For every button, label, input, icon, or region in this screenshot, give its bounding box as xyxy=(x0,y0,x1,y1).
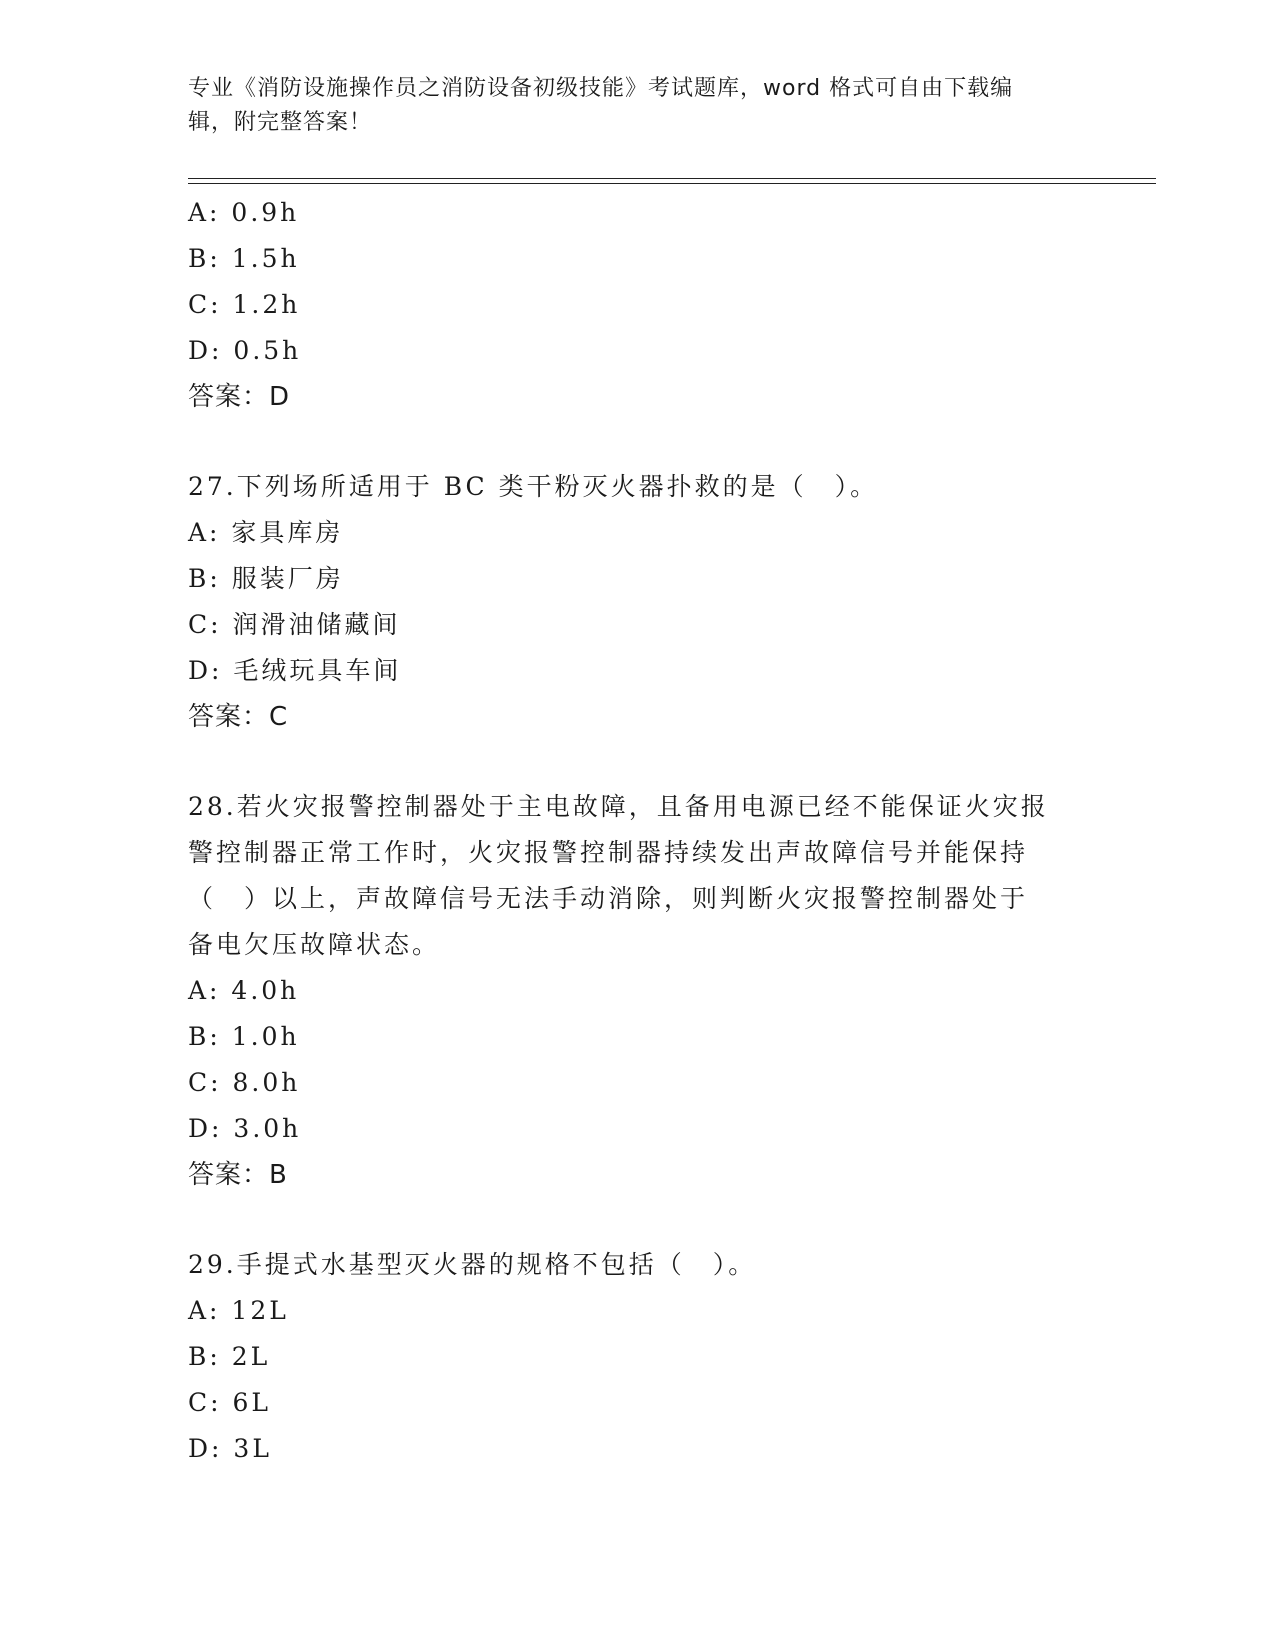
question-list xyxy=(188,190,1088,1472)
option-a: A: 12L xyxy=(188,1296,289,1325)
question-27 xyxy=(188,464,1088,740)
question-stem: 29.手提式水基型灭火器的规格不包括（ ）。 xyxy=(188,1250,757,1279)
question-stem: 27.下列场所适用于 BC 类干粉灭火器扑救的是（ ）。 xyxy=(188,472,879,501)
option-b: B: 1.5h xyxy=(188,244,300,273)
question-stem-line: 28.若火灾报警控制器处于主电故障，且备用电源已经不能保证火灾报 xyxy=(188,792,1049,821)
option-b: B: 服装厂房 xyxy=(188,564,344,593)
answer: 答案：C xyxy=(188,702,289,732)
answer: 答案：B xyxy=(188,1160,288,1190)
question-stem-line: 警控制器正常工作时，火灾报警控制器持续发出声故障信号并能保持 xyxy=(188,838,1029,867)
question-stem-line: （ ）以上，声故障信号无法手动消除，则判断火灾报警控制器处于 xyxy=(188,884,1029,913)
header-divider-top xyxy=(188,178,1156,179)
header-line-2: 辑，附完整答案！ xyxy=(188,110,373,135)
option-b: B: 2L xyxy=(188,1342,271,1371)
option-c: C: 6L xyxy=(188,1388,272,1417)
option-d: D: 3L xyxy=(188,1434,272,1463)
answer: 答案：D xyxy=(188,382,291,412)
option-d: D: 0.5h xyxy=(188,336,302,365)
header-divider-bottom xyxy=(188,183,1156,184)
document-header xyxy=(188,72,1068,140)
header-line-1: 专业《消防设施操作员之消防设备初级技能》考试题库，word 格式可自由下载编 xyxy=(188,76,1014,101)
question-29 xyxy=(188,1242,1088,1472)
option-c: C: 润滑油储藏间 xyxy=(188,610,401,639)
option-d: D: 3.0h xyxy=(188,1114,302,1143)
question-28 xyxy=(188,784,1088,1198)
option-b: B: 1.0h xyxy=(188,1022,300,1051)
option-c: C: 8.0h xyxy=(188,1068,301,1097)
option-c: C: 1.2h xyxy=(188,290,301,319)
question-26-tail xyxy=(188,190,1088,420)
option-a: A: 0.9h xyxy=(188,198,300,227)
option-a: A: 4.0h xyxy=(188,976,300,1005)
option-d: D: 毛绒玩具车间 xyxy=(188,656,402,685)
question-stem-line: 备电欠压故障状态。 xyxy=(188,930,441,959)
option-a: A: 家具库房 xyxy=(188,518,344,547)
